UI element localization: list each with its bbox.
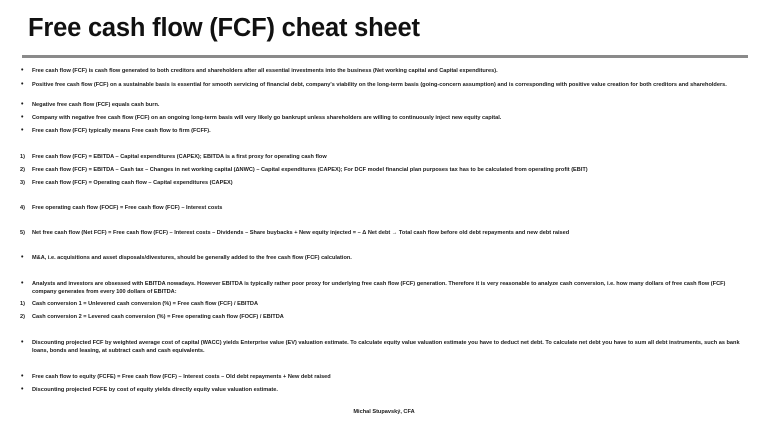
formula-number: 3): [20, 180, 25, 186]
page-title: Free cash flow (FCF) cheat sheet: [28, 14, 420, 42]
bullet-marker: •: [21, 253, 24, 261]
conversion-number: 2): [20, 314, 25, 320]
bullet-text: Positive free cash flow (FCF) on a sustainable basis is essential for smooth servicing of financial debt, company's viability on the long-term basis (going-concern assumption) and is corresponding with positive value creation for both creditors and shareholders.: [32, 82, 727, 88]
bullet-item: [20, 254, 740, 262]
formula-text: Free cash flow (FCF) = EBITDA – Capital expenditures (CAPEX); EBITDA is a first proxy for operating cash flow: [32, 154, 327, 160]
bullet-item: [20, 373, 740, 381]
title-divider: [22, 55, 748, 58]
conversion-text: Cash conversion 2 = Levered cash conversion (%) = Free operating cash flow (FOCF) / EBITDA: [32, 314, 284, 320]
bullet-text: Free cash flow (FCF) typically means Free cash flow to firm (FCFF).: [32, 128, 211, 134]
bullet-text: Negative free cash flow (FCF) equals cash burn.: [32, 102, 160, 108]
bullet-text: Free cash flow (FCF) is cash flow generated to both creditors and shareholders after all essential investments into the business (Net working capital and Capital expenditures).: [32, 68, 498, 74]
formula-number: 1): [20, 154, 25, 160]
formula-number: 2): [20, 167, 25, 173]
bullet-marker: •: [21, 385, 24, 393]
bullet-item: [20, 101, 740, 109]
bullet-marker: •: [21, 372, 24, 380]
bullet-marker: •: [21, 66, 24, 74]
formula-item: [20, 153, 740, 161]
conversion-number: 1): [20, 301, 25, 307]
author-credit: Michal Stupavský, CFA: [353, 409, 415, 415]
formula-text: Free cash flow (FCF) = Operating cash flow – Capital expenditures (CAPEX): [32, 180, 233, 186]
conversion-item: [20, 313, 740, 321]
bullet-item: [20, 280, 740, 296]
bullet-text: Discounting projected FCFE by cost of equity yields directly equity value valuation estimate.: [32, 387, 278, 393]
formula-text: Net free cash flow (Net FCF) = Free cash flow (FCF) – Interest costs – Dividends – Share buybacks + New equity injected = – Δ Net debt → Total cash flow before old debt repayments and new debt raised: [32, 230, 570, 236]
bullet-text: Free cash flow to equity (FCFE) = Free cash flow (FCF) – Interest costs – Old debt repayments + New debt raised: [32, 374, 331, 380]
formula-number: 4): [20, 205, 25, 211]
bullet-text: Discounting projected FCF by weighted average cost of capital (WACC) yields Enterprise value (EV) valuation estimate. To calculate equity value valuation estimate you have to deduct net debt. To calculate net debt you have to sum all debt instruments, such as bank loans, bonds and leasing, at subtract cash and cash equivalents.: [32, 340, 740, 354]
formula-text: Free cash flow (FCF) = EBITDA – Cash tax – Changes in net working capital (ΔNWC) – Capital expenditures (CAPEX); For DCF model financial plan purposes tax has to be calculated from operating profit (EBIT): [32, 167, 588, 173]
formula-item: [20, 179, 740, 187]
bullet-marker: •: [21, 126, 24, 134]
bullet-item: [20, 339, 740, 355]
formula-item: [20, 204, 740, 212]
bullet-marker: •: [21, 279, 24, 287]
bullet-item: [20, 127, 740, 135]
bullet-marker: •: [21, 338, 24, 346]
formula-number: 5): [20, 230, 25, 236]
bullet-marker: •: [21, 113, 24, 121]
formula-text: Free operating cash flow (FOCF) = Free cash flow (FCF) – Interest costs: [32, 205, 223, 211]
bullet-item: [20, 67, 740, 75]
conversion-item: [20, 300, 740, 308]
bullet-item: [20, 386, 740, 394]
bullet-marker: •: [21, 100, 24, 108]
formula-item: [20, 229, 740, 237]
bullet-text: M&A, i.e. acquisitions and asset disposals/divestures, should be generally added to the free cash flow (FCF) calculation.: [32, 255, 352, 261]
bullet-text: Analysts and investors are obsessed with EBITDA nowadays. However EBITDA is typically rather poor proxy for underlying free cash flow (FCF) generation. Therefore it is very reasonable to analyze cash conversion, i.e. how many dollars of free cash flow (FCF) company generates from every 100 dollars of EBITDA:: [32, 281, 726, 295]
conversion-text: Cash conversion 1 = Unlevered cash conversion (%) = Free cash flow (FCF) / EBITDA: [32, 301, 258, 307]
formula-item: [20, 166, 740, 174]
bullet-marker: •: [21, 80, 24, 88]
bullet-text: Company with negative free cash flow (FCF) on an ongoing long-term basis will very likely go bankrupt unless shareholders are willing to continuously inject new equity capital.: [32, 115, 502, 121]
bullet-item: [20, 114, 740, 122]
bullet-item: [20, 81, 740, 89]
